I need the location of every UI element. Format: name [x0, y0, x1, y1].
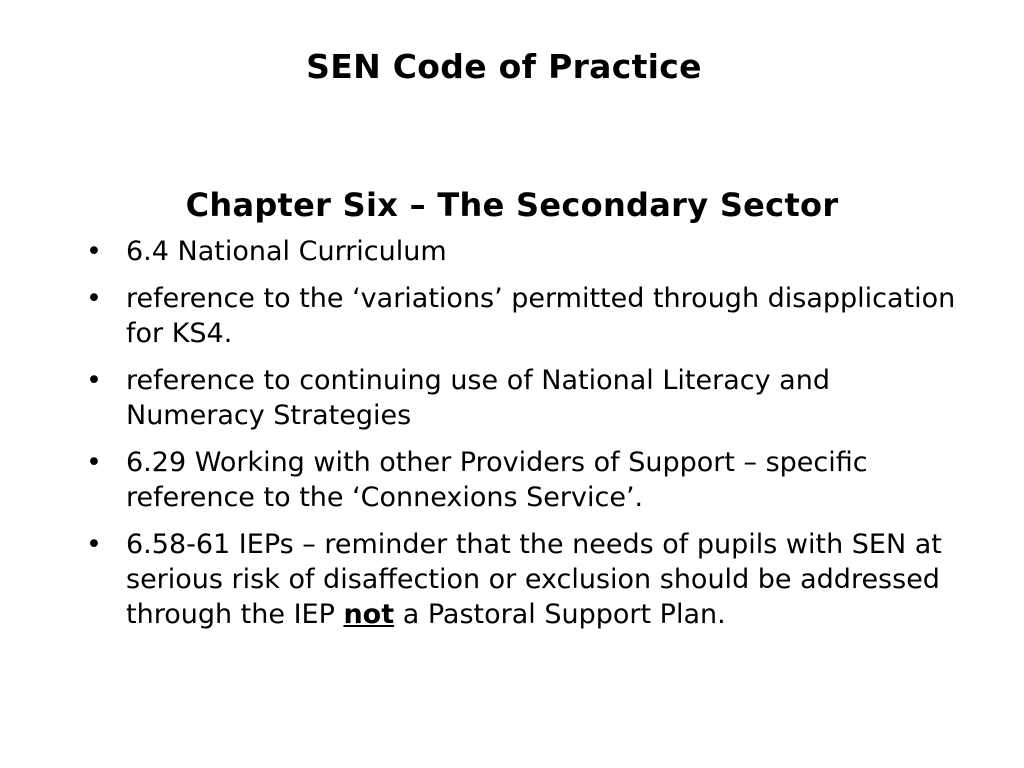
bullet-item-ieps: [86, 527, 956, 632]
slide-title: SEN Code of Practice: [306, 47, 702, 86]
bullet-icon: •: [86, 365, 102, 396]
bullet-list: [86, 234, 956, 644]
bullet-item-literacy-numeracy: [86, 363, 956, 433]
bullet-text-after: a Pastoral Support Plan.: [394, 599, 726, 630]
bullet-item-variations: [86, 281, 956, 351]
bullet-icon: •: [86, 283, 102, 314]
bullet-icon: •: [86, 447, 102, 478]
bullet-icon: •: [86, 236, 102, 267]
emphasis-not: not: [343, 599, 395, 630]
bullet-text: reference to continuing use of National Literacy and Numeracy Strategies: [126, 365, 830, 431]
bullet-item-national-curriculum: [86, 234, 956, 269]
bullet-icon: •: [86, 529, 102, 560]
bullet-text: 6.4 National Curriculum: [126, 236, 447, 267]
chapter-heading: Chapter Six – The Secondary Sector: [185, 186, 839, 224]
bullet-text-before: 6.58-61 IEPs – reminder that the needs of pupils with SEN at serious risk of disaffection or exclusion should be addressed through the IEP: [126, 529, 942, 630]
bullet-item-providers-of-support: [86, 445, 956, 515]
bullet-text: reference to the ‘variations’ permitted through disapplication for KS4.: [126, 283, 956, 349]
bullet-text: 6.29 Working with other Providers of Support – specific reference to the ‘Connexions Service’.: [126, 447, 868, 513]
